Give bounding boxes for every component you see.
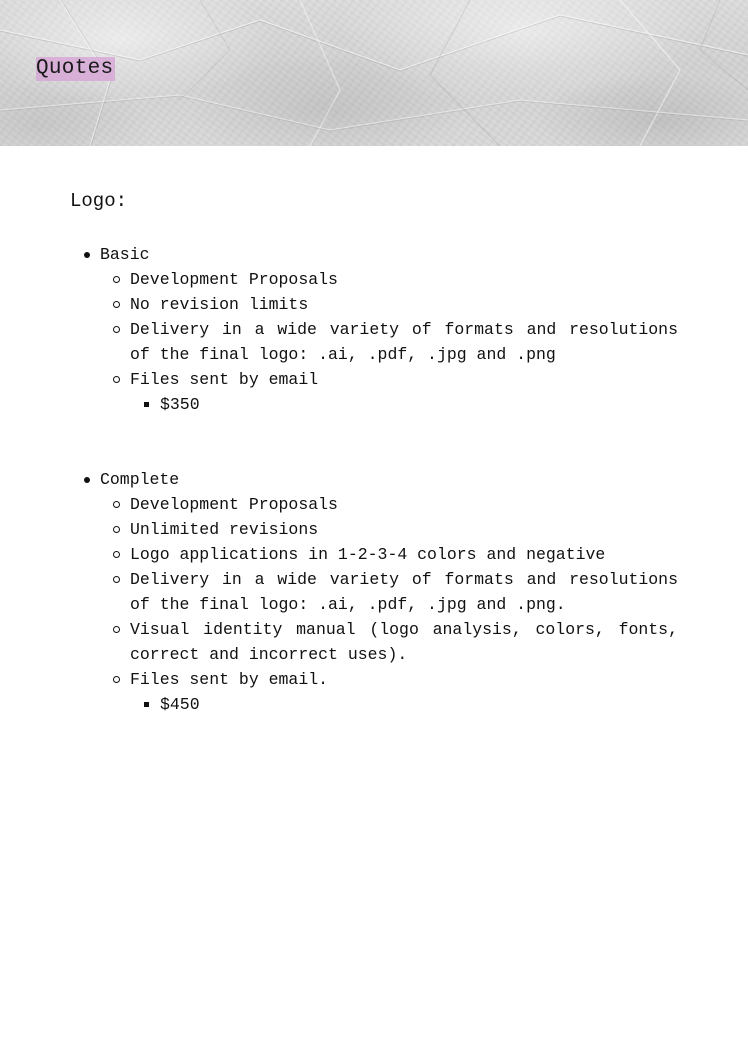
feature-text: Development Proposals bbox=[130, 495, 338, 514]
plan-name: Complete bbox=[100, 470, 180, 489]
feature-text: Logo applications in 1-2-3-4 colors and negative bbox=[130, 545, 606, 564]
price-item bbox=[130, 392, 678, 417]
feature-item bbox=[100, 542, 678, 567]
circle-bullet-icon bbox=[113, 551, 120, 558]
feature-text: Files sent by email bbox=[130, 370, 319, 389]
price-basic: $350 bbox=[160, 395, 200, 414]
feature-text: Delivery in a wide variety of formats and resolutions of the final logo: .ai, .pdf, .jpg and .png bbox=[130, 320, 678, 364]
circle-bullet-icon bbox=[113, 626, 120, 633]
price-list bbox=[130, 392, 678, 417]
feature-item bbox=[100, 517, 678, 542]
feature-text: Delivery in a wide variety of formats and resolutions of the final logo: .ai, .pdf, .jpg and .png. bbox=[130, 570, 678, 614]
feature-item bbox=[100, 317, 678, 367]
feature-item bbox=[100, 292, 678, 317]
feature-item bbox=[100, 367, 678, 417]
feature-item bbox=[100, 667, 678, 717]
circle-bullet-icon bbox=[113, 501, 120, 508]
plan-name: Basic bbox=[100, 245, 150, 264]
feature-item bbox=[100, 567, 678, 617]
square-bullet-icon bbox=[144, 702, 149, 707]
feature-item bbox=[100, 492, 678, 517]
disc-bullet-icon bbox=[84, 252, 90, 258]
feature-text: Visual identity manual (logo analysis, colors, fonts, correct and incorrect uses). bbox=[130, 620, 678, 664]
circle-bullet-icon bbox=[113, 576, 120, 583]
circle-bullet-icon bbox=[113, 676, 120, 683]
quote-content bbox=[70, 188, 678, 717]
feature-item bbox=[100, 617, 678, 667]
circle-bullet-icon bbox=[113, 276, 120, 283]
plan-complete bbox=[70, 467, 678, 717]
circle-bullet-icon bbox=[113, 301, 120, 308]
paper-texture-header bbox=[0, 0, 748, 146]
feature-text: Development Proposals bbox=[130, 270, 338, 289]
feature-list bbox=[100, 267, 678, 417]
feature-list bbox=[100, 492, 678, 717]
plan-list bbox=[70, 242, 678, 717]
page-title: Quotes bbox=[36, 57, 114, 80]
feature-text: Files sent by email. bbox=[130, 670, 329, 689]
price-item bbox=[130, 692, 678, 717]
circle-bullet-icon bbox=[113, 326, 120, 333]
feature-item bbox=[100, 267, 678, 292]
square-bullet-icon bbox=[144, 402, 149, 407]
circle-bullet-icon bbox=[113, 376, 120, 383]
price-list bbox=[130, 692, 678, 717]
section-title-logo: Logo: bbox=[70, 190, 128, 212]
feature-text: No revision limits bbox=[130, 295, 309, 314]
price-complete: $450 bbox=[160, 695, 200, 714]
disc-bullet-icon bbox=[84, 477, 90, 483]
feature-text: Unlimited revisions bbox=[130, 520, 319, 539]
circle-bullet-icon bbox=[113, 526, 120, 533]
plan-basic bbox=[70, 242, 678, 417]
